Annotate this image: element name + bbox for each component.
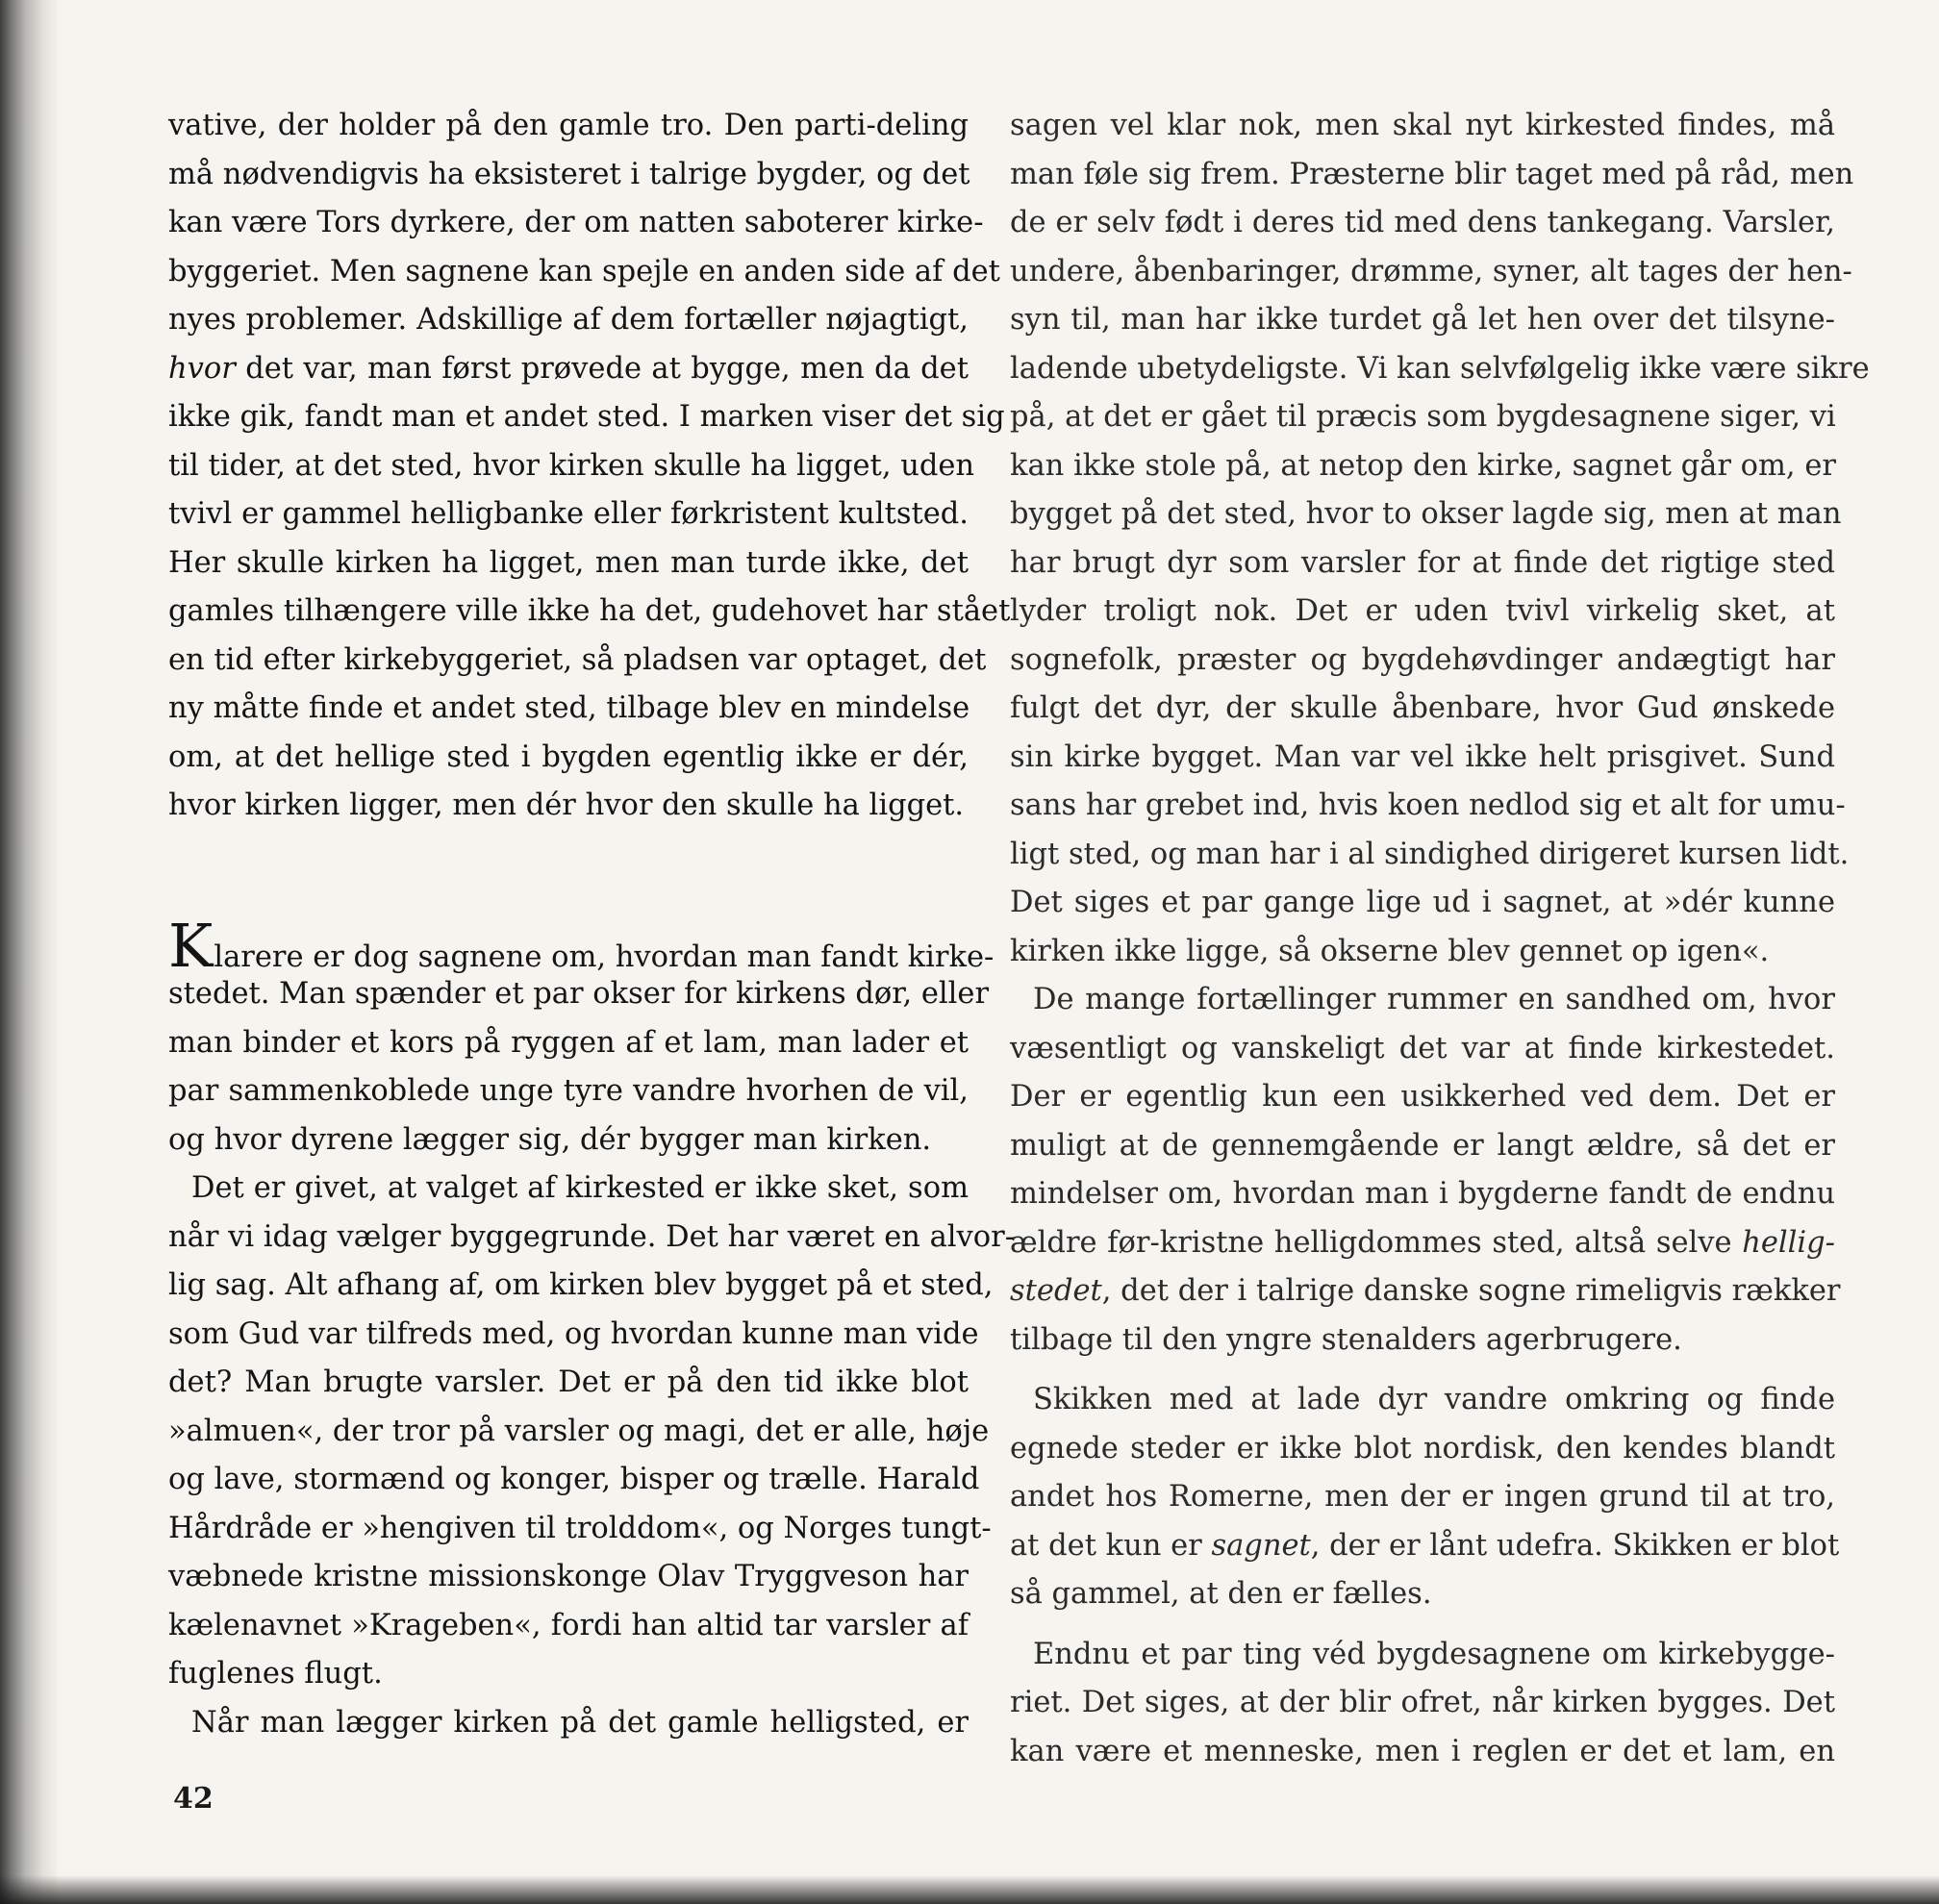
text-line: sans har grebet ind, hvis koen nedlod sig et alt for umu- bbox=[1010, 789, 1846, 822]
text-line: egnede steder er ikke blot nordisk, den kendes blandt bbox=[1010, 1431, 1835, 1466]
text-line: ny måtte finde et andet sted, tilbage blev en mindelse bbox=[168, 691, 970, 725]
text-line: Der er egentlig kun een usikkerhed ved dem. Det er bbox=[1010, 1080, 1835, 1114]
paragraph-continuation bbox=[1010, 102, 1870, 976]
left-column bbox=[168, 102, 1016, 1747]
paragraph bbox=[168, 1699, 969, 1748]
text-line: fulgt det dyr, der skulle åbenbare, hvor Gud ønskede bbox=[1010, 691, 1835, 725]
text-line-dropcap bbox=[168, 910, 995, 981]
text-line: væbnede kristne missionskonge Olav Tryggveson har bbox=[168, 1560, 969, 1593]
text-line: muligt at de gennemgående er langt ældre, så det er bbox=[1010, 1128, 1835, 1163]
text-line: har brugt dyr som varsler for at finde det rigtige sted bbox=[1010, 545, 1835, 580]
text-line: om, at det hellige sted i bygden egentlig ikke er dér, bbox=[168, 739, 969, 774]
text-line: Hårdråde er »hengiven til trolddom«, og Norges tungt- bbox=[168, 1511, 992, 1545]
page-number: 42 bbox=[173, 1782, 214, 1816]
section-break bbox=[168, 831, 969, 922]
text-line: »almuen«, der tror på varsler og magi, det er alle, høje bbox=[168, 1414, 990, 1448]
paragraph bbox=[1010, 1631, 1835, 1777]
paragraph-dropcap bbox=[168, 910, 995, 1165]
text-line: byggeriet. Men sagnene kan spejle en anden side af det bbox=[168, 254, 1000, 288]
text-line: væsentligt og vanskeligt det var at finde kirkestedet. bbox=[1010, 1031, 1835, 1065]
text-line: på, at det er gået til præcis som bygdesagnene siger, vi bbox=[1010, 400, 1836, 434]
text-line: sagen vel klar nok, men skal nyt kirkested findes, må bbox=[1010, 109, 1835, 142]
text-line: Her skulle kirken ha ligget, men man turde ikke, det bbox=[168, 545, 969, 580]
text-line: man føle sig frem. Præsterne blir taget med på råd, men bbox=[1010, 157, 1854, 191]
text-run: , der er lånt udefra. Skikken er blot bbox=[1310, 1528, 1840, 1563]
text-line: som Gud var tilfreds med, og hvordan kunne man vide bbox=[168, 1316, 979, 1351]
text-run: at det kun er bbox=[1010, 1528, 1212, 1563]
text-line: par sammenkoblede unge tyre vandre hvorhen de vil, bbox=[168, 1074, 969, 1108]
text-line-mixed bbox=[1010, 1267, 1841, 1316]
text-line: syn til, man har ikke turdet gå let hen over det tilsyne- bbox=[1010, 303, 1835, 337]
text-line: kælenavnet »Krageben«, fordi han altid tar varsler af bbox=[168, 1608, 969, 1642]
text-line: ikke gik, fandt man et andet sted. I marken viser det sig bbox=[168, 400, 1005, 434]
text-line: ladende ubetydeligste. Vi kan selvfølgelig ikke være sikre bbox=[1010, 351, 1870, 386]
text-line: hvor kirken ligger, men dér hvor den skulle ha ligget. bbox=[168, 789, 965, 822]
text-line-mixed bbox=[1010, 1522, 1840, 1571]
text-line-mixed bbox=[1010, 1219, 1835, 1268]
text-line: stedet. Man spænder et par okser for kirkens dør, eller bbox=[168, 977, 990, 1011]
text-line: Skikken med at lade dyr vandre omkring og finde bbox=[1033, 1383, 1835, 1416]
text-line: de er selv født i deres tid med dens tankegang. Varsler, bbox=[1010, 206, 1835, 239]
text-line: vative, der holder på den gamle tro. Den parti-deling bbox=[168, 109, 969, 142]
text-line: mindelser om, hvordan man i bygderne fandt de endnu bbox=[1010, 1177, 1835, 1211]
text-line: ligt sted, og man har i al sindighed dirigeret kursen lidt. bbox=[1010, 837, 1850, 871]
text-line: gamles tilhængere ville ikke ha det, gudehovet har stået bbox=[168, 594, 1011, 628]
text-line: det? Man brugte varsler. Det er på den tid ikke blot bbox=[168, 1365, 969, 1399]
text-line: sin kirke bygget. Man var vel ikke helt prisgivet. Sund bbox=[1010, 739, 1835, 774]
text-line: bygget på det sted, hvor to okser lagde sig, men at man bbox=[1010, 497, 1842, 531]
text-line: sognefolk, præster og bygdehøvdinger andægtigt har bbox=[1010, 642, 1835, 677]
italic-word: stedet bbox=[1010, 1274, 1102, 1308]
text-line: undere, åbenbaringer, drømme, syner, alt tages der hen- bbox=[1010, 254, 1852, 288]
text-run: larere er dog sagnene om, hvordan man fandt kirke- bbox=[214, 939, 995, 974]
text-line: nyes problemer. Adskillige af dem fortæller nøjagtigt, bbox=[168, 303, 969, 337]
text-line: til tider, at det sted, hvor kirken skulle ha ligget, uden bbox=[168, 448, 975, 483]
paragraph-spacer bbox=[1010, 1365, 1835, 1376]
paragraph-spacer bbox=[1010, 1619, 1835, 1631]
text-run: ældre før-kristne helligdommes sted, altså selve bbox=[1010, 1225, 1743, 1260]
text-line: og hvor dyrene lægger sig, dér bygger man kirken. bbox=[168, 1122, 932, 1157]
text-line: Endnu et par ting véd bygdesagnene om kirkebygge- bbox=[1033, 1637, 1835, 1671]
book-binding-edge bbox=[0, 0, 58, 1904]
text-line: Det siges et par gange lige ud i sagnet, at »dér kunne bbox=[1010, 886, 1835, 919]
paragraph bbox=[1010, 976, 1841, 1365]
paragraph bbox=[168, 1165, 1016, 1699]
text-line-mixed bbox=[168, 345, 969, 394]
text-line: så gammel, at den er fælles. bbox=[1010, 1577, 1432, 1611]
text-line: lyder troligt nok. Det er uden tvivl virkelig sket, at bbox=[1010, 594, 1835, 628]
italic-word: hellig- bbox=[1742, 1225, 1835, 1260]
text-line: og lave, stormænd og konger, bisper og trælle. Harald bbox=[168, 1463, 980, 1496]
text-line: kan være Tors dyrkere, der om natten saboterer kirke- bbox=[168, 206, 984, 239]
text-line: kan være et menneske, men i reglen er det et lam, en bbox=[1010, 1734, 1835, 1768]
text-line: må nødvendigvis ha eksisteret i talrige bygder, og det bbox=[168, 157, 970, 191]
italic-word: sagnet bbox=[1211, 1528, 1311, 1563]
text-run: , det der i talrige danske sogne rimeligvis rækker bbox=[1101, 1274, 1841, 1308]
paragraph-continuation bbox=[168, 102, 1011, 831]
text-line: når vi idag vælger byggegrunde. Det har været en alvor- bbox=[168, 1219, 1016, 1254]
text-line: tilbage til den yngre stenalders agerbrugere. bbox=[1010, 1322, 1682, 1357]
bottom-shadow bbox=[0, 1875, 1939, 1904]
text-line: tvivl er gammel helligbanke eller førkristent kultsted. bbox=[168, 497, 969, 531]
paragraph bbox=[1010, 1376, 1840, 1619]
text-line: De mange fortællinger rummer en sandhed om, hvor bbox=[1033, 983, 1835, 1016]
text-line: Når man lægger kirken på det gamle helligsted, er bbox=[191, 1705, 969, 1740]
text-line: Det er givet, at valget af kirkested er ikke sket, som bbox=[191, 1171, 969, 1205]
italic-word: hvor bbox=[168, 351, 236, 386]
right-column bbox=[1010, 102, 1870, 1776]
drop-cap: K bbox=[168, 910, 214, 981]
text-line: andet hos Romerne, men der er ingen grund til at tro, bbox=[1010, 1480, 1835, 1514]
text-line: lig sag. Alt afhang af, om kirken blev bygget på et sted, bbox=[168, 1268, 994, 1302]
text-line: fuglenes flugt. bbox=[168, 1657, 383, 1691]
text-run: det var, man først prøvede at bygge, men da det bbox=[235, 351, 969, 386]
text-line: riet. Det siges, at der blir ofret, når kirken bygges. Det bbox=[1010, 1686, 1835, 1719]
text-line: kan ikke stole på, at netop den kirke, sagnet går om, er bbox=[1010, 448, 1836, 483]
text-line: en tid efter kirkebyggeriet, så pladsen var optaget, det bbox=[168, 642, 987, 677]
text-line: kirken ikke ligge, så okserne blev gennet op igen«. bbox=[1010, 934, 1770, 968]
text-line: man binder et kors på ryggen af et lam, man lader et bbox=[168, 1025, 969, 1060]
